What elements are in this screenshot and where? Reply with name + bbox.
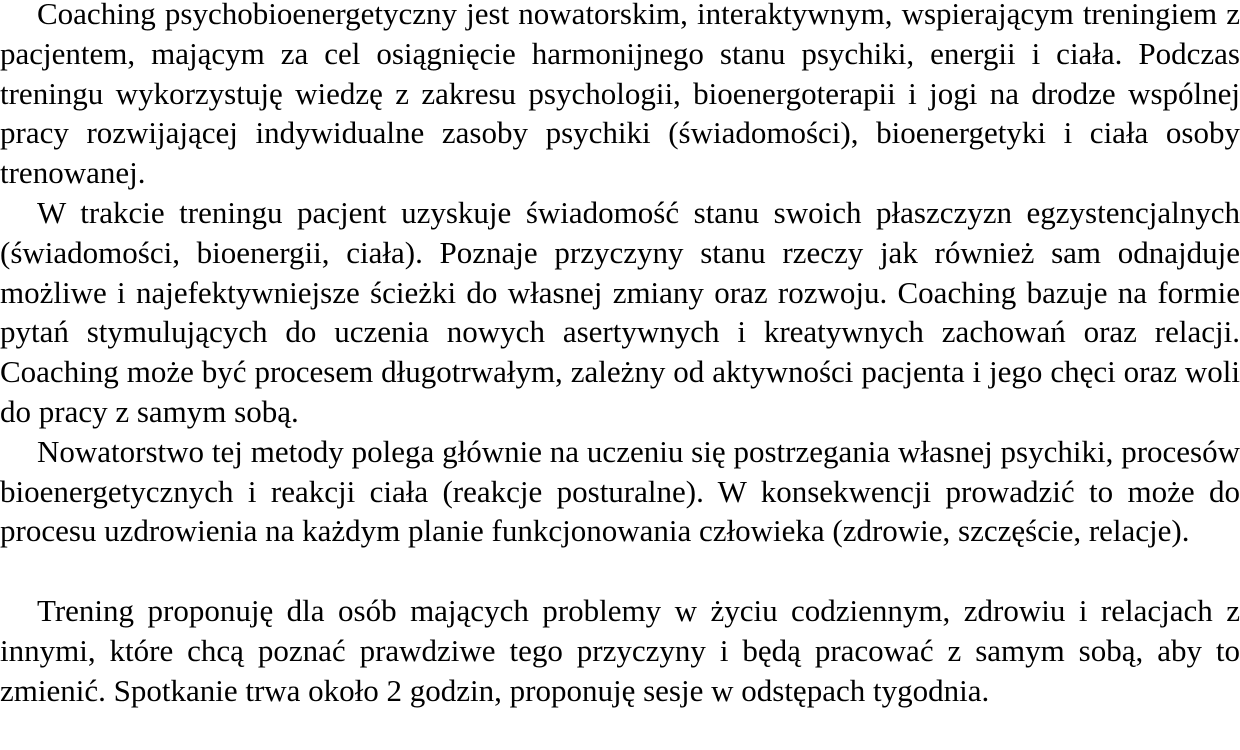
paragraph-method-novelty: Nowatorstwo tej metody polega głównie na uczeniu się postrzegania własnej psychiki, procesów bioenergetycznych i reakcji ciała (reakcje posturalne). W konsekwencji prowadzić to może do procesu uzdrowienia na każdym planie funkcjonowania człowieka (zdrowie, szczęście, relacje). (0, 433, 1240, 549)
paragraph-intro: Coaching psychobioenergetyczny jest nowatorskim, interaktywnym, wspierającym treningiem z pacjentem, mającym za cel osiągnięcie harmonijnego stanu psychiki, energii i ciała. Podczas treningu wykorzystuję wiedzę z zakresu psychologii, bioenergoterapii i jogi na drodze wspólnej pracy rozwijającej indywidualne zasoby psychiki (świadomości), bioenergetyki i ciała osoby trenowanej. (0, 0, 1240, 191)
paragraph-offer: Trening proponuję dla osób mających problemy w życiu codziennym, zdrowiu i relacjach z innymi, które chcą poznać prawdziwe tego przyczyny i będą pracować z samym sobą, aby to zmienić. Spotkanie trwa około 2 godzin, proponuję sesje w odstępach tygodnia. (0, 592, 1240, 708)
paragraph-spacer (0, 551, 1240, 591)
paragraph-training-process: W trakcie treningu pacjent uzyskuje świadomość stanu swoich płaszczyzn egzystencjalnych (świadomości, bioenergii, ciała). Poznaje przyczyny stanu rzeczy jak również sam odnajduje możliwe i najefektywniejsze ścieżki do własnej zmiany oraz rozwoju. Coaching bazuje na formie pytań stymulujących do uczenia nowych asertywnych i kreatywnych zachowań oraz relacji. Coaching może być procesem długotrwałym, zależny od aktywności pacjenta i jego chęci oraz woli do pracy z samym sobą. (0, 194, 1240, 429)
